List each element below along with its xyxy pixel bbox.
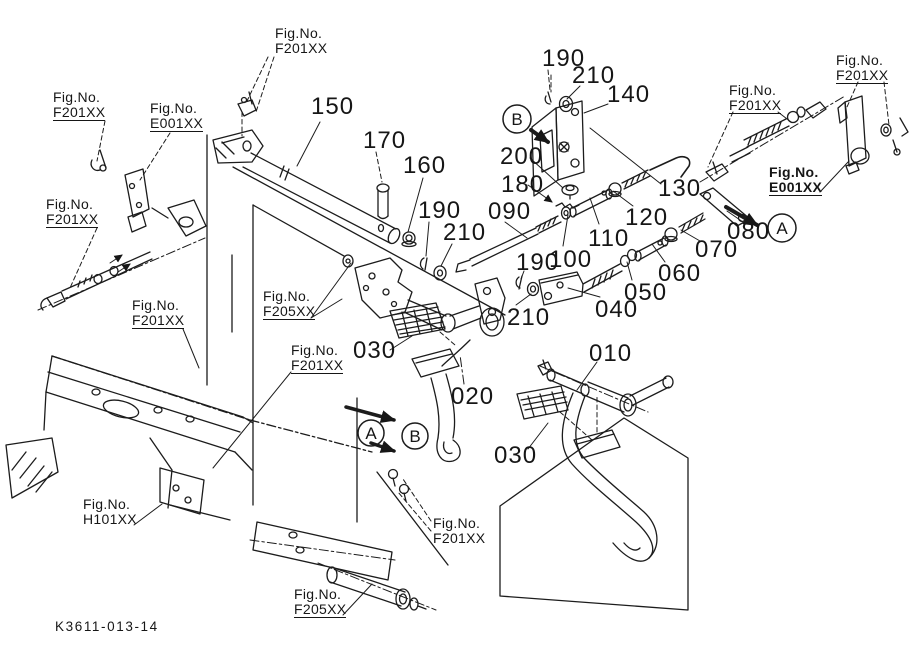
fig-ref-e001xx-left	[150, 101, 203, 132]
part-label-060: 060	[658, 260, 702, 287]
part-label-040: 040	[595, 296, 639, 323]
part-label-210c: 210	[507, 304, 551, 331]
fig-ref-prefix: Fig.No.	[729, 82, 777, 98]
fig-ref-code: F201XX	[729, 96, 782, 113]
fig-ref-e001xx-right	[769, 165, 822, 196]
fig-ref-code: F201XX	[433, 529, 486, 546]
fig-ref-code: F205XX	[294, 600, 347, 617]
fig-ref-prefix: Fig.No.	[132, 297, 180, 313]
part-label-120: 120	[625, 204, 669, 231]
part-label-010: 010	[589, 340, 633, 367]
fig-ref-prefix: Fig.No.	[433, 515, 481, 531]
drawing-number: K3611-013-14	[55, 619, 159, 634]
left-linkage-cluster	[38, 150, 206, 310]
fig-ref-prefix: Fig.No.	[836, 52, 884, 68]
fig-ref-prefix: Fig.No.	[769, 164, 819, 180]
part-label-190c: 190	[516, 249, 560, 276]
fig-ref-code: F201XX	[46, 210, 99, 227]
view-marker-a-mid: A	[365, 424, 377, 443]
part-label-210a: 210	[443, 219, 487, 246]
fig-ref-code: F205XX	[263, 302, 316, 319]
fig-ref-f201xx-left2	[132, 298, 184, 329]
part-label-080: 080	[727, 218, 771, 245]
part-label-170: 170	[363, 127, 407, 154]
fig-ref-f205xx-bottom	[294, 587, 346, 618]
fig-ref-code: F201XX	[132, 311, 185, 328]
fig-ref-prefix: Fig.No.	[294, 586, 342, 602]
fig-ref-prefix: Fig.No.	[291, 342, 339, 358]
part-label-190a: 190	[418, 197, 462, 224]
view-marker-b-top: B	[511, 110, 523, 129]
part-label-190b: 190	[542, 45, 586, 72]
fig-ref-f201xx-topleft	[53, 90, 105, 121]
part-label-030b: 030	[494, 442, 538, 469]
fig-ref-prefix: Fig.No.	[83, 496, 131, 512]
part-label-150: 150	[311, 93, 355, 120]
part-label-050: 050	[624, 279, 668, 306]
fig-ref-code: F201XX	[53, 103, 106, 120]
part-label-090: 090	[488, 198, 532, 225]
part-label-140: 140	[607, 81, 651, 108]
part-label-200: 200	[500, 143, 544, 170]
fig-ref-code: H101XX	[83, 510, 137, 527]
fig-ref-f201xx-topright	[836, 53, 888, 84]
fig-ref-code: F201XX	[291, 356, 344, 373]
part-label-210b: 210	[572, 62, 616, 89]
fig-ref-code: F201XX	[275, 39, 328, 56]
part-label-130: 130	[658, 175, 702, 202]
part-label-100: 100	[549, 246, 593, 273]
fig-ref-code: F201XX	[836, 66, 889, 83]
view-marker-b-mid: B	[409, 427, 421, 446]
fig-ref-f201xx-left	[46, 197, 98, 228]
fig-ref-h101xx	[83, 497, 137, 526]
part-label-180: 180	[501, 171, 545, 198]
accel-pedal-group	[517, 360, 673, 561]
fig-ref-f201xx-mid	[291, 343, 343, 374]
fig-ref-f201xx-bottom	[433, 516, 485, 545]
part-label-030a: 030	[353, 337, 397, 364]
fig-ref-prefix: Fig.No.	[46, 196, 94, 212]
fig-ref-f201xx-right	[729, 83, 781, 114]
fig-ref-f201xx-topcenter	[275, 26, 327, 55]
fig-ref-prefix: Fig.No.	[150, 100, 198, 116]
fig-ref-code: E001XX	[769, 178, 823, 195]
fig-ref-prefix: Fig.No.	[275, 25, 323, 41]
fig-ref-prefix: Fig.No.	[53, 89, 101, 105]
frame-h101-group	[6, 356, 436, 610]
part-label-160: 160	[403, 152, 447, 179]
fig-ref-f205xx-mid	[263, 289, 315, 320]
part-label-020: 020	[451, 383, 495, 410]
pedal-shaft-group	[213, 92, 446, 280]
fig-ref-code: E001XX	[150, 114, 204, 131]
part-label-070: 070	[695, 236, 739, 263]
part-label-110: 110	[588, 225, 630, 252]
view-marker-a-right: A	[776, 219, 788, 238]
fig-ref-prefix: Fig.No.	[263, 288, 311, 304]
